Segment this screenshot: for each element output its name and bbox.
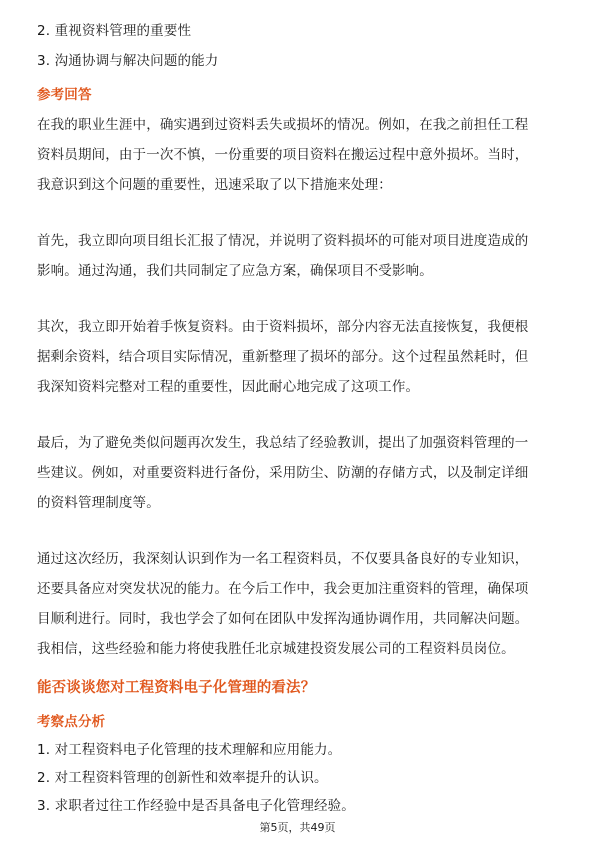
answer-line: 其次，我立即开始着手恢复资料。由于资料损坏，部分内容无法直接恢复，我便根 bbox=[37, 319, 529, 335]
question-heading: 能否谈谈您对工程资料电子化管理的看法？ bbox=[37, 680, 316, 696]
page-number: 第5页，共49页 bbox=[259, 821, 336, 834]
answer-line: 通过这次经历，我深刻认识到作为一名工程资料员，不仅要具备良好的专业知识， bbox=[37, 551, 529, 567]
answer-line: 的资料管理制度等。 bbox=[37, 495, 160, 511]
answer-line: 据剩余资料，结合项目实际情况，重新整理了损坏的部分。这个过程虽然耗时，但 bbox=[37, 349, 529, 365]
answer-line: 影响。通过沟通，我们共同制定了应急方案，确保项目不受影响。 bbox=[37, 263, 433, 279]
answer-line: 些建议。例如，对重要资料进行备份，采用防尘、防潮的存储方式，以及制定详细 bbox=[37, 465, 529, 481]
answer-line: 我相信，这些经验和能力将使我胜任北京城建投资发展公司的工程资料员岗位。 bbox=[37, 641, 515, 657]
analysis-item-3: 3. 求职者过往工作经验中是否具备电子化管理经验。 bbox=[37, 798, 355, 814]
answer-line: 目顺利进行。同时，我也学会了如何在团队中发挥沟通协调作用，共同解决问题。 bbox=[37, 611, 529, 627]
answer-line: 还要具备应对突发状况的能力。在今后工作中，我会更加注重资料的管理，确保项 bbox=[37, 581, 529, 597]
analysis-item-1: 1. 对工程资料电子化管理的技术理解和应用能力。 bbox=[37, 742, 342, 758]
analysis-heading: 考察点分析 bbox=[37, 714, 106, 730]
criteria-item-2: 2. 重视资料管理的重要性 bbox=[37, 23, 192, 39]
reference-answer-heading: 参考回答 bbox=[37, 87, 92, 103]
answer-line: 资料员期间，由于一次不慎，一份重要的项目资料在搬运过程中意外损坏。当时， bbox=[37, 147, 529, 163]
criteria-item-3: 3. 沟通协调与解决问题的能力 bbox=[37, 53, 219, 69]
answer-line: 我深知资料完整对工程的重要性，因此耐心地完成了这项工作。 bbox=[37, 379, 420, 395]
answer-line: 在我的职业生涯中，确实遇到过资料丢失或损坏的情况。例如，在我之前担任工程 bbox=[37, 117, 529, 133]
answer-line: 最后，为了避免类似问题再次发生，我总结了经验教训，提出了加强资料管理的一 bbox=[37, 435, 529, 451]
analysis-item-2: 2. 对工程资料管理的创新性和效率提升的认识。 bbox=[37, 770, 328, 786]
answer-line: 我意识到这个问题的重要性，迅速采取了以下措施来处理： bbox=[37, 177, 392, 193]
answer-line: 首先，我立即向项目组长汇报了情况，并说明了资料损坏的可能对项目进度造成的 bbox=[37, 233, 529, 249]
